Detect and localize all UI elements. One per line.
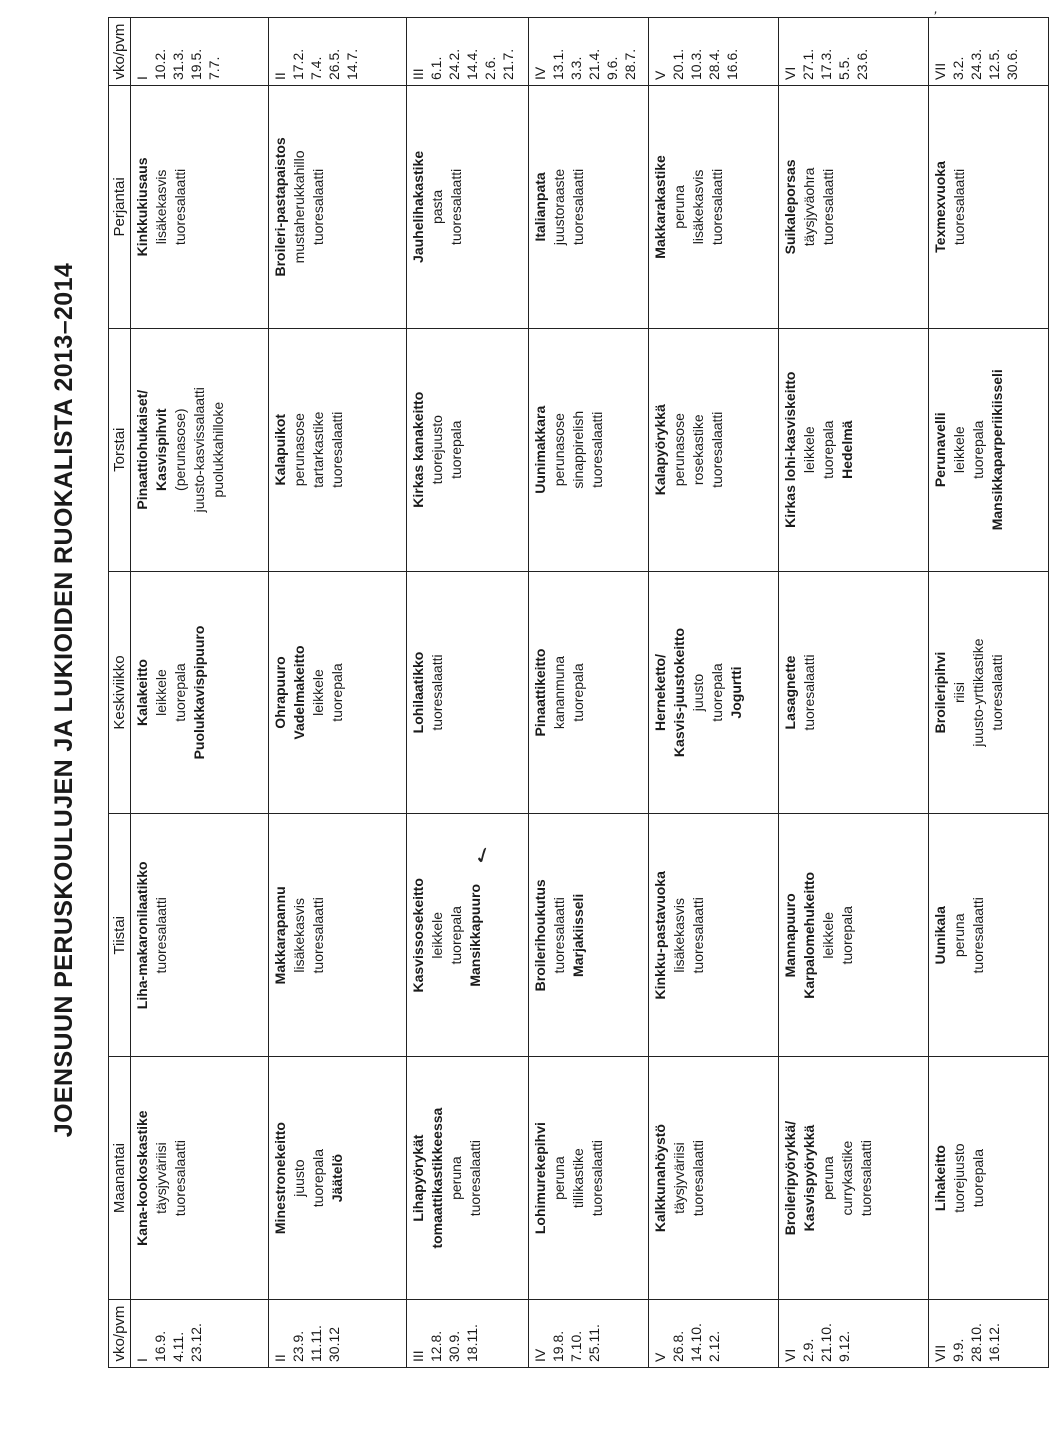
main-dish: Italianpata: [532, 172, 548, 242]
week-date: 31.3.: [170, 48, 186, 81]
week-date: 7.4.: [308, 56, 324, 81]
main-dish: Marjakiisseli: [570, 893, 586, 977]
week-row: [269, 18, 407, 1368]
week-date: 9.6.: [604, 56, 620, 81]
main-dish: Vadelmakeitto: [291, 645, 307, 740]
week-date: 3.2.: [950, 56, 966, 81]
week-date: 26.8.: [670, 1330, 686, 1362]
side-dish: kananmuna: [551, 655, 567, 730]
menu-cell-friday: [779, 86, 929, 329]
side-dish: tuorepala: [709, 663, 725, 722]
main-dish: Broileri-pastapaistos: [272, 137, 288, 277]
side-dish: tuorepala: [839, 906, 855, 965]
side-dish: tuoresalaatti: [570, 168, 586, 246]
side-dish: leikkele: [310, 669, 326, 716]
main-dish: Perunavelli: [932, 412, 948, 488]
menu-cell-monday: [529, 1057, 649, 1300]
side-dish: tartarkastike: [310, 411, 326, 488]
side-dish: tuorepala: [329, 663, 345, 722]
menu-cell-wednesday: [529, 571, 649, 814]
side-dish: tuorejuusto: [951, 1143, 967, 1213]
menu-cell-tuesday: [269, 814, 407, 1057]
side-dish: tuoresalaatti: [989, 654, 1005, 731]
week-dates-right: [407, 18, 529, 86]
week-dates-left: [929, 1300, 1049, 1368]
week-dates-left: [779, 1300, 929, 1368]
main-dish: Mansikkapuuro: [467, 883, 483, 987]
main-dish: Uunimakkara: [532, 405, 548, 494]
week-date: 13.1.: [550, 48, 566, 81]
menu-cell-friday: [649, 86, 779, 329]
menu-cell-thursday: [131, 328, 269, 571]
main-dish: Kasvis-juustokeitto: [671, 627, 687, 758]
side-dish: rosekastike: [690, 414, 706, 486]
side-dish: tuorepala: [448, 420, 464, 479]
week-dates-right: [131, 18, 269, 86]
side-dish: tuoresalaatti: [951, 168, 967, 246]
main-dish: Kirkas lohi-kasviskeitto: [782, 371, 798, 528]
day-header-friday: Perjantai: [109, 86, 131, 329]
week-date: 11.11.: [308, 1325, 324, 1362]
week-date: 21.4.: [586, 48, 602, 81]
week-date: 26.5.: [326, 48, 342, 81]
main-dish: Broileripyörykkä/: [782, 1120, 798, 1236]
week-number: VII: [932, 1344, 948, 1362]
menu-cell-tuesday: [779, 814, 929, 1057]
main-dish: Kirkas kanakeitto: [410, 391, 426, 508]
side-dish: sinappirelish: [570, 410, 586, 489]
week-dates-left: [131, 1300, 269, 1368]
corner-mark: ’: [930, 7, 939, 25]
week-date: 2.9.: [800, 1338, 816, 1362]
main-dish: Broileripihvi: [932, 651, 948, 734]
day-header-wednesday: Keskiviikko: [109, 571, 131, 814]
side-dish: tuorepala: [970, 420, 986, 479]
main-dish: Jauhelihakastike: [410, 150, 426, 263]
side-dish: riisi: [951, 682, 967, 704]
week-date: 30.6.: [1004, 48, 1020, 81]
side-dish: tuoresalaatti: [970, 897, 986, 974]
side-dish: tuoresalaatti: [551, 897, 567, 974]
side-dish: tuoresalaatti: [690, 1139, 706, 1217]
week-date: 6.1.: [428, 56, 444, 81]
menu-cell-thursday: [407, 328, 529, 571]
main-dish: Pinaattikeitto: [532, 648, 548, 737]
side-dish: leikkele: [153, 669, 169, 716]
side-dish: juusto-yrttikastike: [970, 638, 986, 747]
side-dish: leikkele: [951, 426, 967, 474]
main-dish: Pinaattiohukaiset/: [134, 389, 150, 510]
day-header-tuesday: Tiistai: [109, 814, 131, 1057]
week-date: 30.9.: [446, 1330, 462, 1362]
menu-cell-friday: [407, 86, 529, 329]
side-dish: täysjyväriisi: [153, 1142, 169, 1214]
menu-cell-thursday: [269, 328, 407, 571]
week-date: 3.3.: [568, 56, 584, 81]
menu-cell-monday: [649, 1057, 779, 1300]
side-dish: tuoresalaatti: [310, 168, 326, 246]
main-dish: Mansikkaparperiikiisseli: [989, 369, 1005, 531]
side-dish: puolukkahilloke: [210, 401, 226, 498]
side-dish: tuoresalaatti: [153, 897, 169, 974]
week-date: 10.3.: [688, 48, 704, 81]
main-dish: Kinkku-pastavuoka: [652, 871, 668, 1000]
week-number: V: [652, 70, 668, 81]
week-number: I: [134, 1358, 150, 1362]
side-dish: lisäkekasvis: [671, 897, 687, 973]
main-dish: Kalapuikot: [272, 413, 288, 486]
side-dish: tuoresalaatti: [429, 654, 445, 731]
week-number: II: [272, 1354, 288, 1362]
week-row: [131, 18, 269, 1368]
week-number: V: [652, 1352, 668, 1362]
menu-cell-tuesday: [131, 814, 269, 1057]
main-dish: Uunikala: [932, 906, 948, 965]
side-dish: tuorepala: [820, 420, 836, 479]
main-dish: Jogurtti: [728, 666, 744, 719]
side-dish: leikkele: [801, 426, 817, 474]
side-dish: tuoresalaatti: [310, 897, 326, 974]
day-header-thursday: Torstai: [109, 328, 131, 571]
week-number: II: [272, 72, 288, 81]
menu-cell-monday: [131, 1057, 269, 1300]
side-dish: lisäkekasvis: [690, 169, 706, 245]
week-dates-left: [269, 1300, 407, 1368]
week-date: 19.5.: [188, 48, 204, 81]
main-dish: Broilerihoukutus: [532, 879, 548, 992]
menu-table: [108, 17, 1049, 1368]
main-dish: Lihapyörykät: [410, 1134, 426, 1222]
week-date: 4.11.: [170, 1331, 186, 1362]
side-dish: peruna: [551, 1156, 567, 1200]
main-dish: Kasvispyörykkä: [801, 1124, 817, 1232]
side-dish: täysjyväohra: [801, 167, 817, 247]
side-dish: tuoresalaatti: [820, 168, 836, 246]
side-dish: tuorepala: [310, 1148, 326, 1208]
main-dish: Lohimurekepihvi: [532, 1122, 548, 1235]
week-date-header-left: vko/pvm: [109, 1300, 131, 1368]
side-dish: juusto-kasvissalaatti: [191, 387, 207, 513]
week-dates-right: [529, 18, 649, 86]
side-dish: tuoresalaatti: [801, 654, 817, 731]
side-dish: tuoresalaatti: [172, 168, 188, 246]
main-dish: Lohilaatikko: [410, 651, 426, 734]
main-dish: Lihakeitto: [932, 1145, 948, 1212]
main-dish: Kasvissosekeitto: [410, 878, 426, 993]
tick-mark: ✓: [470, 840, 496, 871]
week-number: III: [410, 68, 426, 81]
week-number: IV: [532, 1348, 548, 1362]
main-dish: Kinkkukiusaus: [134, 157, 150, 257]
week-row: [779, 18, 929, 1368]
side-dish: lisäkekasvis: [153, 169, 169, 245]
menu-cell-friday: [929, 86, 1049, 329]
week-date: 24.3.: [968, 48, 984, 81]
week-date: 5.5.: [836, 56, 852, 81]
side-dish: perunasose: [551, 413, 567, 487]
week-date: 2.6.: [482, 56, 498, 81]
side-dish: perunasose: [291, 413, 307, 487]
side-dish: juustoraaste: [551, 168, 567, 246]
main-dish: Minestronekeitto: [272, 1122, 288, 1235]
menu-cell-wednesday: [269, 571, 407, 814]
side-dish: peruna: [448, 1156, 464, 1200]
side-dish: tuorepala: [970, 1148, 986, 1208]
menu-cell-friday: [131, 86, 269, 329]
week-dates-right: [269, 18, 407, 86]
main-dish: Ohrapuuro: [272, 656, 288, 729]
week-date: 17.3.: [818, 48, 834, 81]
side-dish: tuoresalaatti: [448, 168, 464, 246]
day-header-monday: Maanantai: [109, 1057, 131, 1300]
week-dates-left: [529, 1300, 649, 1368]
main-dish: Liha-makaronilaatikko: [134, 861, 150, 1010]
week-date: 17.2.: [290, 48, 306, 81]
menu-cell-tuesday: [649, 814, 779, 1057]
week-date: 21.10.: [818, 1323, 834, 1362]
main-dish: Kana-kookoskastike: [134, 1110, 150, 1246]
main-dish: Kalakeitto: [134, 659, 150, 726]
main-dish: Hedelmä: [839, 420, 855, 479]
week-date: 28.4.: [706, 48, 722, 81]
week-date: 21.7.: [500, 48, 516, 81]
side-dish: leikkele: [429, 911, 445, 959]
week-date: 14.10.: [688, 1323, 704, 1362]
menu-cell-tuesday: [407, 814, 529, 1057]
side-dish: tuoresalaatti: [467, 1139, 483, 1217]
menu-cell-monday: [929, 1057, 1049, 1300]
side-dish: juusto: [291, 1159, 307, 1197]
side-dish: tuoresalaatti: [329, 411, 345, 488]
week-date: 23.6.: [854, 48, 870, 81]
side-dish: tuorepala: [172, 663, 188, 722]
week-date: 12.8.: [428, 1330, 444, 1362]
side-dish: tuorejuusto: [429, 415, 445, 485]
page-title: JOENSUUN PERUSKOULUJEN JA LUKIOIDEN RUOKALISTA 2013–2014: [50, 262, 78, 1138]
week-number: I: [134, 76, 150, 81]
week-date: 23.12.: [188, 1323, 204, 1362]
week-date: 7.7.: [206, 56, 222, 81]
week-dates-left: [649, 1300, 779, 1368]
side-dish: tuoresalaatti: [589, 1139, 605, 1217]
week-row: [929, 18, 1049, 1368]
week-dates-left: [407, 1300, 529, 1368]
side-dish: täysjyväriisi: [671, 1142, 687, 1214]
side-dish: pasta: [429, 189, 445, 225]
main-dish: tomaattikastikkeessa: [429, 1107, 445, 1249]
week-dates-right: [929, 18, 1049, 86]
week-date: 2.12.: [706, 1330, 722, 1362]
menu-cell-friday: [529, 86, 649, 329]
side-dish: perunasose: [671, 413, 687, 487]
side-dish: lisäkekasvis: [291, 897, 307, 973]
week-date: 16.6.: [724, 48, 740, 81]
menu-cell-monday: [269, 1057, 407, 1300]
week-date: 7.10.: [568, 1330, 584, 1362]
week-date: 20.1.: [670, 48, 686, 81]
main-dish: Kalapyörykkä: [652, 404, 668, 496]
menu-cell-wednesday: [779, 571, 929, 814]
week-date: 10.2.: [152, 48, 168, 81]
menu-cell-wednesday: [407, 571, 529, 814]
side-dish: tuorepala: [448, 906, 464, 965]
main-dish: Kasvispihvit: [153, 408, 169, 491]
week-number: III: [410, 1350, 426, 1362]
side-dish: peruna: [951, 913, 967, 958]
main-dish: Makkarakastike: [652, 155, 668, 259]
week-dates-right: [779, 18, 929, 86]
week-date: 16.9.: [152, 1330, 168, 1362]
side-dish: leikkele: [820, 911, 836, 959]
week-date: 28.10.: [968, 1323, 984, 1362]
side-dish: tuoresalaatti: [589, 411, 605, 488]
side-dish: peruna: [820, 1156, 836, 1200]
side-dish: currykastike: [839, 1140, 855, 1216]
week-date: 14.4.: [464, 48, 480, 81]
week-date: 24.2.: [446, 48, 462, 81]
main-dish: Kalkkunahöystö: [652, 1124, 668, 1233]
menu-cell-thursday: [529, 328, 649, 571]
week-date: 19.8.: [550, 1330, 566, 1362]
main-dish: Puolukkavispipuuro: [191, 625, 207, 760]
menu-cell-monday: [779, 1057, 929, 1300]
side-dish: (perunasose): [172, 408, 188, 491]
side-dish: juusto: [690, 673, 706, 712]
header-row: [109, 18, 131, 1368]
week-row: [649, 18, 779, 1368]
week-dates-right: [649, 18, 779, 86]
menu-cell-monday: [407, 1057, 529, 1300]
week-number: VII: [932, 62, 948, 81]
week-date: 12.5.: [986, 48, 1002, 81]
side-dish: tuoresalaatti: [690, 897, 706, 974]
menu-body: [131, 18, 1049, 1368]
week-date: 9.12.: [836, 1330, 852, 1362]
week-row: [407, 18, 529, 1368]
main-dish: Suikaleporsas: [782, 159, 798, 255]
week-date: 27.1.: [800, 48, 816, 81]
main-dish: Jäätelö: [329, 1153, 345, 1203]
side-dish: peruna: [671, 185, 687, 229]
week-row: [529, 18, 649, 1368]
week-number: VI: [782, 66, 798, 81]
main-dish: Karpalomehukeitto: [801, 871, 817, 999]
side-dish: tuorepala: [570, 663, 586, 722]
menu-cell-thursday: [649, 328, 779, 571]
week-date: 30.12: [326, 1326, 342, 1362]
week-date: 14.7.: [344, 48, 360, 81]
week-number: VI: [782, 1348, 798, 1362]
menu-cell-tuesday: [529, 814, 649, 1057]
menu-cell-wednesday: [649, 571, 779, 814]
main-dish: Herneketto/: [652, 654, 668, 732]
side-dish: tillikastike: [570, 1148, 586, 1209]
side-dish: tuoresalaatti: [858, 1139, 874, 1217]
week-date: 18.11.: [464, 1324, 480, 1362]
week-date-header-right: vko/pvm: [109, 18, 131, 86]
main-dish: Texmexvuoka: [932, 161, 948, 253]
menu-cell-friday: [269, 86, 407, 329]
side-dish: tuoresalaatti: [709, 411, 725, 488]
side-dish: mustaherukkahillo: [291, 150, 307, 264]
main-dish: Makkarapannu: [272, 886, 288, 985]
week-date: 9.9.: [950, 1338, 966, 1362]
menu-cell-thursday: [779, 328, 929, 571]
menu-cell-wednesday: [929, 571, 1049, 814]
side-dish: tuoresalaatti: [172, 1139, 188, 1217]
week-number: IV: [532, 66, 548, 81]
menu-cell-tuesday: [929, 814, 1049, 1057]
week-date: 25.11.: [586, 1324, 602, 1362]
main-dish: Lasagnette: [782, 655, 798, 730]
week-date: 28.7.: [622, 48, 638, 81]
week-date: 16.12.: [986, 1323, 1002, 1362]
side-dish: tuoresalaatti: [709, 168, 725, 246]
main-dish: Mannapuuro: [782, 893, 798, 978]
week-date: 23.9.: [290, 1330, 306, 1362]
menu-cell-thursday: [929, 328, 1049, 571]
menu-cell-wednesday: [131, 571, 269, 814]
